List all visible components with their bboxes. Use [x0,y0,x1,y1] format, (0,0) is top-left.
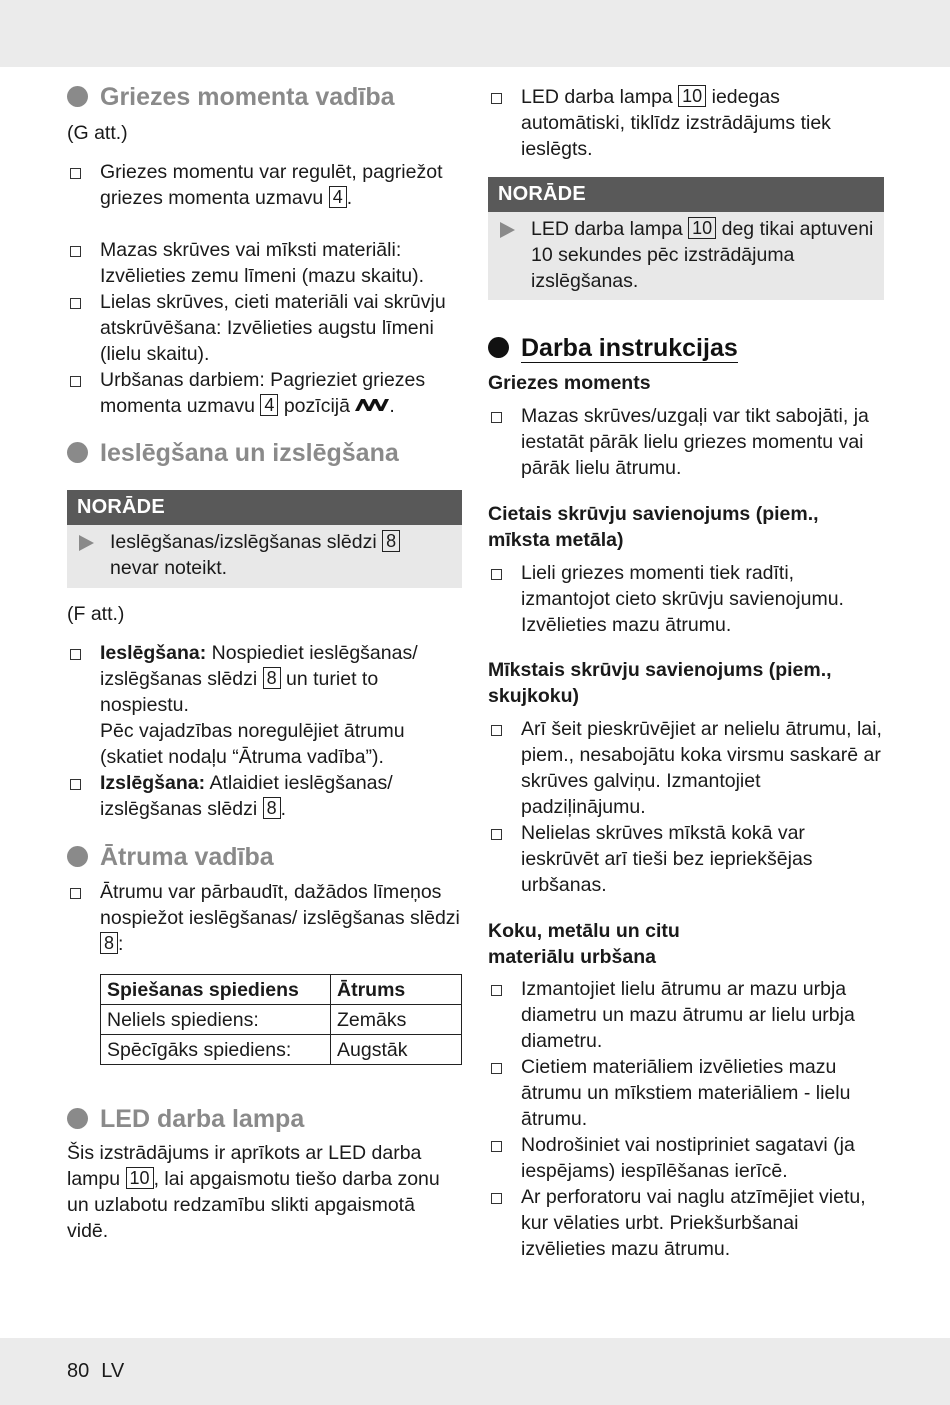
list-item: Mazas skrūves/uzgaļi var tikt sabojāti, ja iestatāt pārāk lielu griezes momentu vai pārāk lielu ātrumu. [488,403,888,481]
figure-ref-g: (G att.) [67,122,128,144]
led-paragraph: Šis izstrādājums ir aprīkots ar LED darba lampu 10 , lai apgaismotu tiešo darba zonu un uzlabotu redzamību slikti apgaismotā vidē. [67,1142,440,1242]
bullet-dot-icon [488,337,509,358]
checkbox-bullet-icon [70,649,81,660]
list-item: Nodrošiniet vai nostipriniet sagatavi (ja iespējams) iespīlēšanas ierīcē. [488,1132,888,1184]
heading-switching: Ieslēgšana un izslēgšana [67,438,399,468]
checkbox-bullet-icon [491,985,502,996]
part-ref: 10 [688,217,716,239]
checkbox-bullet-icon [491,569,502,580]
list-item: Griezes momentu var regulēt, pagriežot griezes momenta uzmavu 4 . [67,159,467,211]
table-cell: Zemāks [331,1005,462,1035]
page-footer [67,1358,136,1384]
table-header-row [101,975,462,1005]
bullet-dot-icon [67,442,88,463]
checkbox-bullet-icon [491,1193,502,1204]
language-code: LV [101,1360,125,1382]
list-item: Izslēgšana: Atlaidiet ieslēgšanas/ izslēgšanas slēdzi 8 . [67,770,467,822]
triangle-bullet-icon [79,535,94,551]
checkbox-bullet-icon [70,168,81,179]
list-item: Arī šeit pieskrūvējiet ar nelielu ātrumu, lai, piem., nesabojātu koka virsmu saskarē ar skrūves galviņu. Izmantojiet padziļinājumu. [488,716,888,820]
note-body: Ieslēgšanas/izslēgšanas slēdzi 8 nevar noteikt. [67,525,462,585]
table-cell: Spēcīgāks spiediens: [101,1035,331,1065]
list-item: Lieli griezes momenti tiek radīti, izmantojot cieto skrūvju savienojumu. Izvēlieties mazu ātrumu. [488,560,888,638]
bullet-dot-icon [67,1108,88,1129]
bottom-bar [0,1338,950,1405]
part-ref: 8 [100,932,118,954]
table-cell: Neliels spiediens: [101,1005,331,1035]
checkbox-bullet-icon [70,376,81,387]
list-item: Cietiem materiāliem izvēlieties mazu ātrumu un mīkstiem materiāliem - lielu ātrumu. [488,1054,888,1132]
subheading-torque: Griezes moments [488,372,651,394]
table-cell: Augstāk [331,1035,462,1065]
list-item: Mazas skrūves vai mīksti materiāli: Izvēlieties zemu līmeni (mazu skaitu). [67,237,467,289]
table-header-cell: Spiešanas spiediens [101,975,331,1005]
checkbox-bullet-icon [491,829,502,840]
part-ref: 4 [329,186,347,208]
heading-led-lamp: LED darba lampa [67,1104,304,1134]
list-item: Nelielas skrūves mīkstā kokā var ieskrūvēt arī tieši bez iepriekšējas urbšanas. [488,820,888,898]
subheading-hard-joint: Cietais skrūvju savienojums (piem., mīksta metāla) [488,503,819,551]
list-item: Lielas skrūves, cieti materiāli vai skrūvju atskrūvēšana: Izvēlieties augstu līmeni (lielu skaitu). [67,289,467,367]
part-ref: 10 [678,85,706,107]
drill-symbol-icon [355,397,389,413]
table-header-cell: Ātrums [331,975,462,1005]
list-item: LED darba lampa 10 iedegas automātiski, tiklīdz izstrādājums tiek ieslēgts. [488,84,888,162]
heading-torque-control: Griezes momenta vadība [67,82,395,112]
part-ref: 8 [382,530,400,552]
part-ref: 4 [260,394,278,416]
page-number: 80 [67,1360,90,1382]
list-item: Ātrumu var pārbaudīt, dažādos līmeņos nospiežot ieslēgšanas/ izslēgšanas slēdzi 8 : [67,879,467,957]
note-body: LED darba lampa 10 deg tikai aptuveni 10 sekundes pēc izstrādājuma izslēgšanas. [488,212,884,298]
subheading-soft-joint: Mīkstais skrūvju savienojums (piem., skujkoku) [488,659,832,707]
checkbox-bullet-icon [70,779,81,790]
part-ref: 8 [263,797,281,819]
bullet-dot-icon [67,846,88,867]
triangle-bullet-icon [500,222,515,238]
list-item: Izmantojiet lielu ātrumu ar mazu urbja diametru un mazu ātrumu ar lielu urbja diametru. [488,976,888,1054]
list-item: Ar perforatoru vai naglu atzīmējiet vietu, kur vēlaties urbt. Priekšurbšanai izvēlieties mazu ātrumu. [488,1184,888,1262]
checkbox-bullet-icon [491,412,502,423]
table-row [101,1035,462,1065]
part-ref: 10 [126,1167,154,1189]
bullet-dot-icon [67,86,88,107]
list-item: Ieslēgšana: Nospiediet ieslēgšanas/ izslēgšanas slēdzi 8 un turiet to nospiestu. Pēc vajadzības noregulējiet ātrumu (skatiet nodaļu “Ātruma vadība”). [67,640,467,770]
note-title: NORĀDE [67,490,462,525]
part-ref: 8 [263,667,281,689]
checkbox-bullet-icon [491,1063,502,1074]
checkbox-bullet-icon [70,246,81,257]
heading-speed-control: Ātruma vadība [67,842,274,872]
table-row [101,1005,462,1035]
note-box [488,177,884,300]
checkbox-bullet-icon [491,1141,502,1152]
note-title: NORĀDE [488,177,884,212]
checkbox-bullet-icon [70,888,81,899]
checkbox-bullet-icon [491,725,502,736]
top-bar [0,0,950,67]
heading-work-instructions: Darba instrukcijas [488,333,738,363]
note-box [67,490,462,588]
subheading-drilling: Koku, metālu un citu materiālu urbšana [488,920,680,968]
speed-table [100,974,462,1065]
checkbox-bullet-icon [70,298,81,309]
list-item: Urbšanas darbiem: Pagrieziet griezes momenta uzmavu 4 pozīcijā . [67,367,467,419]
checkbox-bullet-icon [491,93,502,104]
figure-ref-f: (F att.) [67,603,125,625]
